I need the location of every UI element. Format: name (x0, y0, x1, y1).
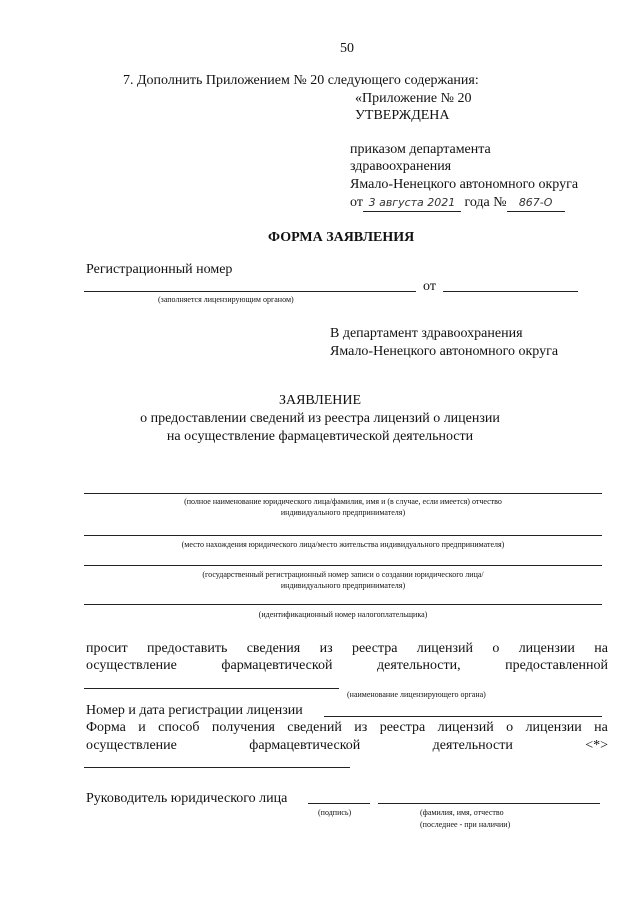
registration-label: Регистрационный номер (86, 262, 233, 277)
word: из (319, 641, 333, 656)
word: фармацевтической (221, 658, 333, 673)
order-from-label: от (350, 195, 363, 210)
word: предоставленной (505, 658, 608, 673)
inn-line (84, 604, 602, 605)
registration-hint: (заполняется лицензирующим органом) (158, 295, 294, 304)
applicant-name-hint-2: индивидуального предпринимателя) (280, 508, 406, 517)
registration-record-hint-1: (государственный регистрационный номер записи о создании юридического лица/ (202, 570, 484, 579)
registration-record-line (84, 565, 602, 566)
word: сведения (246, 641, 301, 656)
word: о (492, 641, 500, 656)
request-line-1 (86, 640, 608, 657)
inn-hint: (идентификационный номер налогоплательщика) (258, 610, 428, 619)
license-label: Номер и дата регистрации лицензии (86, 703, 303, 718)
word: сведений (287, 720, 342, 735)
word: Форма (86, 720, 126, 735)
word: лицензий (437, 720, 494, 735)
statement-subtitle-2: на осуществление фармацевтической деятельности (166, 429, 474, 444)
page-number: 50 (340, 41, 354, 56)
method-line (84, 767, 350, 768)
license-number-line (324, 716, 602, 717)
order-year-label: года № (464, 195, 507, 210)
statement-title: ЗАЯВЛЕНИЕ (278, 393, 362, 408)
signatory-name-line (378, 803, 600, 804)
order-line-2: здравоохранения (350, 159, 452, 174)
signatory-name-hint-1: (фамилия, имя, отчество (420, 808, 504, 817)
authority-hint: (наименование лицензирующего органа) (347, 690, 486, 699)
word: фармацевтической (249, 738, 361, 753)
word: на (594, 720, 608, 735)
word: и (138, 720, 146, 735)
appendix-label: «Приложение № 20 (355, 91, 472, 106)
word: осуществление (86, 738, 177, 753)
registration-record-hint-2: индивидуального предпринимателя) (280, 581, 406, 590)
word: лицензии (518, 641, 575, 656)
order-line-3: Ямало-Ненецкого автономного округа (350, 177, 579, 192)
statement-subtitle-1: о предоставлении сведений из реестра лицензий о лицензии (140, 411, 500, 426)
request-line-2 (86, 657, 608, 674)
signature-hint: (подпись) (318, 808, 352, 817)
word: лицензий (416, 641, 473, 656)
word: из (354, 720, 368, 735)
method-line-1 (86, 719, 608, 736)
applicant-name-hint-1: (полное наименование юридического лица/фамилия, имя и (в случае, если имеется) отчество (184, 497, 502, 506)
word: о (506, 720, 514, 735)
handwritten-number: 867-О (507, 194, 565, 212)
word: на (594, 641, 608, 656)
word: лицензии (525, 720, 582, 735)
authority-line (84, 688, 339, 689)
addressee-line-2: Ямало-Ненецкого автономного округа (330, 344, 559, 359)
word: реестра (379, 720, 426, 735)
method-line-2 (86, 737, 608, 754)
order-line-1: приказом департамента (350, 142, 491, 157)
word: реестра (351, 641, 398, 656)
word: деятельности, (376, 658, 461, 673)
form-title: ФОРМА ЗАЯВЛЕНИЯ (268, 230, 415, 245)
order-date-row (350, 194, 565, 212)
signature-label: Руководитель юридического лица (86, 791, 288, 806)
intro-item: 7. Дополнить Приложением № 20 следующего содержания: (123, 73, 479, 88)
applicant-address-hint: (место нахождения юридического лица/место жительства индивидуального предпринимателя) (181, 540, 505, 549)
applicant-name-line (84, 493, 602, 494)
word: просит (86, 641, 128, 656)
signatory-name-hint-2: (последнее - при наличии) (420, 820, 511, 829)
approved-label: УТВЕРЖДЕНА (355, 108, 450, 123)
applicant-address-line (84, 535, 602, 536)
signature-line (308, 803, 370, 804)
word: получения (211, 720, 275, 735)
word: деятельности (432, 738, 513, 753)
registration-date-line (443, 291, 578, 292)
word: предоставить (147, 641, 228, 656)
registration-from-label: от (423, 279, 436, 294)
addressee-line-1: В департамент здравоохранения (330, 326, 523, 341)
handwritten-date: 3 августа 2021 (363, 194, 461, 212)
word: способ (158, 720, 200, 735)
word: <*> (585, 738, 608, 753)
registration-number-line (84, 291, 416, 292)
word: осуществление (86, 658, 177, 673)
